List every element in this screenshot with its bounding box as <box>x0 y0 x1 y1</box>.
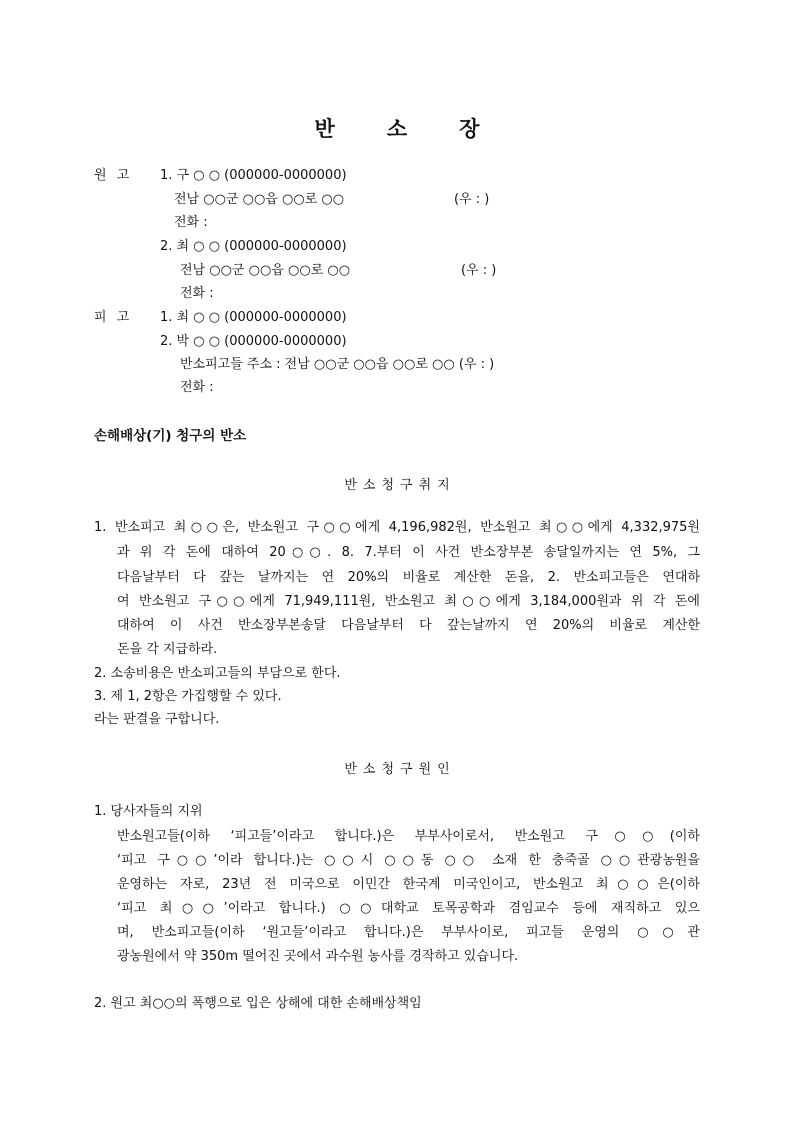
claim-heading-char: 구 <box>400 478 413 493</box>
claim-paragraph-1-line: 여 반소원고 구○○에게 71,949,111원, 반소원고 최○○에게 3,184,000원과 위 각 돈에 <box>117 594 700 609</box>
cause-heading-char: 소 <box>362 762 376 777</box>
claim-heading-char: 소 <box>362 478 376 493</box>
claim-heading-char: 취 <box>418 478 432 493</box>
cause-section-1-line: 운영하는 자로, 23년 전 미국으로 이민간 한국계 미국인이고, 반소원고 최○○은(이하 <box>117 877 700 892</box>
cause-section-1-line: ‘피고 구○○’이라 합니다.)는 ○○시 ○○동 ○○ 소재 한 충죽골 ○○관광농원을 <box>117 853 700 868</box>
cause-section-1-line: 반소원고들(이하 ‘피고들’이라고 합니다.)은 부부사이로서, 반소원고 구○○(이하 <box>117 829 700 844</box>
title-char: 반 <box>314 117 335 141</box>
plaintiff-1-phone: 전화 : <box>174 215 208 230</box>
claim-heading-char: 지 <box>437 478 450 493</box>
plaintiff-2-name: 2. 최 ○ ○ (000000-0000000) <box>160 239 347 254</box>
defendant-2-name: 2. 박 ○ ○ (000000-0000000) <box>160 334 347 349</box>
defendant-1-name: 1. 최 ○ ○ (000000-0000000) <box>160 310 347 325</box>
cause-section-1-line: 며, 반소피고들(이하 ‘원고들’이라고 합니다.)은 부부사이로, 피고들 운영의 ○○관 <box>117 925 700 940</box>
claim-paragraph-1-line: 과 위 각 돈에 대하여 20○○. 8. 7.부터 이 사건 반소장부본 송달일까지는 연 5%, 그 <box>117 545 700 560</box>
plaintiff-label: 원 고 <box>94 168 130 183</box>
defendant-label: 피 고 <box>94 310 130 325</box>
plaintiff-1-name: 1. 구 ○ ○ (000000-0000000) <box>160 168 347 183</box>
claim-heading-char: 청 <box>381 478 394 493</box>
defendants-phone: 전화 : <box>180 380 214 395</box>
claim-paragraph-1-line: 돈을 각 지급하라. <box>117 642 218 657</box>
plaintiff-2-address: 전남 ○○군 ○○읍 ○○로 ○○ <box>180 263 351 278</box>
defendants-address: 반소피고들 주소 : 전남 ○○군 ○○읍 ○○로 ○○ (우 : ) <box>180 357 495 372</box>
title-char: 장 <box>459 117 480 141</box>
document-title <box>0 113 794 143</box>
cause-section-1-line: 광농원에서 약 350m 떨어진 곳에서 과수원 농사를 경작하고 있습니다. <box>117 949 519 964</box>
claim-paragraph-1-line: 1. 반소피고 최○○은, 반소원고 구○○에게 4,196,982원, 반소원고 최○○에게 4,332,975원 <box>94 520 700 535</box>
claim-paragraph-1-line: 대하여 이 사건 반소장부본송달 다음날부터 다 갚는날까지 연 20%의 비율로 계산한 <box>117 618 700 633</box>
plaintiff-2-phone: 전화 : <box>180 286 214 301</box>
cause-heading-char: 구 <box>400 762 413 777</box>
claim-paragraph-2: 2. 소송비용은 반소피고들의 부담으로 한다. <box>94 666 341 681</box>
plaintiff-1-address: 전남 ○○군 ○○읍 ○○로 ○○ <box>174 192 345 207</box>
claim-heading <box>0 474 794 493</box>
cause-heading-char: 원 <box>418 762 432 777</box>
cause-heading <box>0 758 794 777</box>
cause-heading-char: 청 <box>381 762 394 777</box>
cause-section-2-title: 2. 원고 최○○의 폭행으로 입은 상해에 대한 손해배상책임 <box>94 996 422 1011</box>
case-name: 손해배상(기) 청구의 반소 <box>94 428 247 444</box>
cause-heading-char: 반 <box>344 762 357 777</box>
claim-closing: 라는 판결을 구합니다. <box>94 712 220 727</box>
cause-section-1-title: 1. 당사자들의 지위 <box>94 804 203 819</box>
cause-section-1-line: ‘피고 최○○’이라고 합니다.) ○○대학교 토목공학과 겸임교수 등에 재직하고 있으 <box>117 901 700 916</box>
title-char: 소 <box>386 117 408 141</box>
plaintiff-1-zip: (우 : ) <box>454 192 490 207</box>
claim-heading-char: 반 <box>344 478 357 493</box>
claim-paragraph-1-line: 다음날부터 다 갚는 날까지는 연 20%의 비율로 계산한 돈을, 2. 반소피고들은 연대하 <box>117 570 700 585</box>
plaintiff-2-zip: (우 : ) <box>461 263 497 278</box>
claim-paragraph-3: 3. 제 1, 2항은 가집행할 수 있다. <box>94 689 282 704</box>
cause-heading-char: 인 <box>437 762 450 777</box>
